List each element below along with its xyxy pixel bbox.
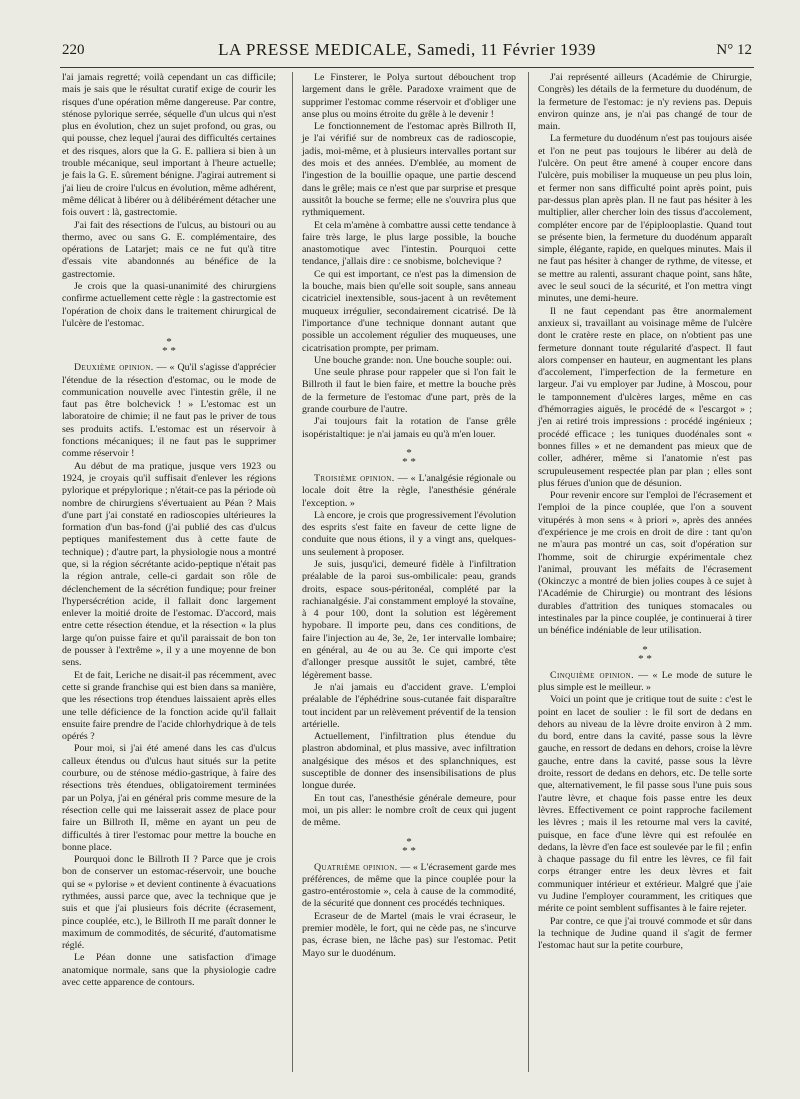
- opinion-paragraph: [62, 362, 276, 460]
- paragraph: Le Finsterer, le Polya surtout débouchent trop largement dans le grêle. Paradoxe vraiment que de supprimer l'estomac comme réservoir et d'obliger une anse plus ou moins étroite du grêle à le devenir !: [302, 72, 516, 120]
- page-number: 220: [62, 42, 85, 58]
- opinion-paragraph: [538, 670, 752, 695]
- paragraph: Une bouche grande: non. Une bouche souple: oui.: [314, 354, 512, 366]
- column-divider: [292, 72, 293, 1072]
- paragraph: J'ai fait des résections de l'ulcus, au bistouri ou au thermo, avec ou sans G. E. complémentaire, des opérations de Latarjet; mais ce ne fut qu'à titre d'essais vite abandonnés au bénéfice de la gastrectomie.: [62, 219, 276, 280]
- opinion-label: Troisième opinion.: [314, 472, 395, 484]
- opinion-label: Quatrième opinion.: [314, 861, 398, 873]
- journal-name: LA PRESSE MEDICALE,: [218, 40, 413, 59]
- paragraph: Voici un point que je critique tout de suite : c'est le point en lacet de soulier : le fil sort de dedans en dehors au niveau de la lèvre droite environ à 2 mm. du bord, entre dans la cavité, passe sous la lèvre gauche, en ressort de dedans en dehors, croise la lèvre gauche, entre dans la cavité, passe sous la lèvre droite, ressort de dedans en dehors, etc. De telle sorte que, alternativement, le fil passe sous l'une puis sous l'autre lèvre, et chaque fois passe entre les deux lèvres. Effectivement ce point rapproche facilement les lèvres ; mais il les retourne mal vers la cavité, puisque, en face d'une lèvre qui est refoulée en dedans, la lèvre d'en face est soulevée par le fil ; enfin à chaque passage du fil entre les lèvres, ce fil fait corps étranger entre les deux lèvres et fait communiquer intérieur et extérieur. Malgré que j'aie vu Judine l'employer couramment, les critiques que mérite ce point semblent suffisantes à le faire rejeter.: [538, 694, 752, 915]
- paragraph: Là encore, je crois que progressivement l'évolution des esprits s'est faite en faveur de cette ligne de conduite que nous étions, il y a vingt ans, quelques-uns seulement à proposer.: [302, 509, 516, 558]
- section-asterism: * * *: [638, 643, 652, 665]
- column-divider: [528, 72, 529, 1072]
- paragraph: La fermeture du duodénum n'est pas toujours aisée et l'on ne peut pas toujours le libérer au delà de l'ulcère. On peut être amené à couper encore dans l'ulcère, puis mobiliser la muqueuse un peu plus loin, et fermer non sans difficulté point après point, puis par-dessus plan après plan. Il ne faut pas hésiter à les multiplier, aller chercher loin des tissus d'accolement, compléter encore par de l'épiplooplastie. Quand tout se présente bien, la fermeture du duodénum apparaît simple, élégante, rapide, en quelques minutes. Mais il ne faut pas hésiter à changer de rythme, de vitesse, et se mettre au ralenti, assurant chaque point, sans hâte, avec le seul souci de la sécurité, et l'on mettra vingt minutes, une demi-heure.: [538, 133, 752, 305]
- page-header: [62, 40, 752, 64]
- column-1: [62, 72, 276, 989]
- running-title: [62, 40, 752, 60]
- paragraph: Pour revenir encore sur l'emploi de l'écrasement et l'emploi de la pince couplée, que l'on a souvent vitupérés à mon sens « à priori », après des années d'expérience je me crois en droit de dire : tant qu'on ne m'aura pas montré un cas, soit d'opération sur l'homme, soit de chirurgie expérimentale chez l'animal, prouvant les méfaits de l'écrasement (Okinczyc a montré de bien jolies coupes à ce sujet à l'Académie de Chirurgie) ou montrant des lésions durables d'attrition des tuniques stomacales ou intestinales par la pince couplée, je continuerai à tirer un bénéfice indéniable de leur utilisation.: [538, 490, 752, 637]
- paragraph: Une seule phrase pour rappeler que si l'on fait le Billroth il faut le bien faire, et mettre la bouche près de la fermeture de l'estomac d'une part, près de la grande courbure de l'autre.: [302, 367, 516, 416]
- section-asterism: * * *: [162, 336, 176, 358]
- opinion-text: — « Qu'il s'agisse d'apprécier l'étendue de la résection d'estomac, ou le mode de communication nouvelle avec l'intestin grêle, il ne faut pas être bolchevick ! » L'estomac est un laboratoire de chimie; il ne faut pas le priver de tous ses produits actifs. L'estomac est un réservoir à fonctions mécaniques; il ne faut pas le supprimer comme réservoir !: [62, 362, 276, 460]
- paragraph: Pour moi, si j'ai été amené dans les cas d'ulcus calleux étendus ou d'ulcus haut situés sur la petite courbure, ou de sténose médio-gastrique, à faire des résections très étendues, obligatoirement terminées par un Polya, j'ai en général pris comme mesure de la résection celle qui me laisserait assez de place pour faire un Billroth II, même en ayant un peu de difficultés à tirer l'estomac pour mettre la bouche en bonne place.: [62, 743, 276, 853]
- paragraph: Et de fait, Leriche ne disait-il pas récemment, avec cette si grande franchise qui est bien dans sa manière, que les résections trop étendues laissaient après elles une telle déficience de la fonction acide qu'il fallait ensuite faire prendre de l'acide chlorhydrique à de tels opérés ?: [62, 669, 276, 743]
- paragraph: Au début de ma pratique, jusque vers 1923 ou 1924, je croyais qu'il suffisait d'enlever les régions pylorique et prépylorique ; n'était-ce pas la période où nombre de chirurgiens s'évertuaient au Péan ? Mais d'une part j'ai constaté en radioscopies ultérieures la formation d'un bas-fond (j'ai publié des cas d'ulcus peptiques manifestement dus à cette faute de technique) ; d'autre part, la physiologie nous a montré que, si la région sécrétante acido-peptique n'était pas la région antrale, celle-ci gardait son rôle de déclenchement de la sécrétion fundique; pour freiner l'hypersécrétion acide, il fallait donc largement enlever la moitié droite de l'estomac. D'accord, mais entre cette résection étendue, et la résection « la plus large qu'on puisse faire et qu'il paraissait de bon ton de pousser à l'extrême », il y a une moyenne de bon sens.: [62, 460, 276, 669]
- opinion-paragraph: [302, 473, 516, 510]
- paragraph: Actuellement, l'infiltration plus étendue du plastron abdominal, et plus massive, avec infiltration analgésique des mésos et des splanchniques, est susceptible de donner des insensibilisations de plus longue durée.: [302, 731, 516, 792]
- issue-number: N° 12: [716, 42, 752, 58]
- paragraph: Pourquoi donc le Billroth II ? Parce que je crois bon de conserver un estomac-réservoir, une bouche qui se « pylorise » et devient continente à évacuations rythmées, aussi parce que, avec la technique que je suis et que j'ai plusieurs fois décrite (écrasement, pince couplée, etc.), le Billroth II me paraît donner le maximum de commodités, de sécurité, d'automatisme réglé.: [62, 854, 276, 952]
- opinion-text: — « Le mode de suture le plus simple est le meilleur. »: [538, 669, 752, 693]
- paragraph: Le fonctionnement de l'estomac après Billroth II, je l'ai vérifié sur de nombreux cas de radioscopie, jadis, moi-même, et à plusieurs intervalles portant sur des mois et des années. D'emblée, au moment de l'ingestion de la bouillie opaque, une partie descend dans le grêle; mais ce n'est que par surprise et presque aussitôt la bouche se ferme; elle ne s'ouvrira plus que rythmiquement.: [302, 121, 516, 219]
- paragraph: l'ai jamais regretté; voilà cependant un cas difficile; mais je sais que le résultat curatif exige de courir les risques d'une opération même dangereuse. Par contre, sténose pylorique serrée, séquelle d'un ulcus qui n'est plus en évolution, chez un sujet profond, ou gras, ou qui pousse, chez lequel j'aurai des difficultés certaines et des risques, alors que la G. E. palliera si bien à un trouble mécanique, seul important à l'heure actuelle; je fais la G. E. sûrement bénigne. J'agirai autrement si j'ai lieu de croire l'ulcus en évolution, même adhérent, même délicat à libérer ou à délibérément détacher une fois ouvert : là, gastrectomie.: [62, 72, 276, 219]
- issue-date: Samedi, 11 Février 1939: [416, 40, 596, 59]
- header-rule: [60, 67, 754, 68]
- opinion-paragraph: [302, 862, 516, 911]
- column-2: [302, 72, 516, 960]
- paragraph: En tout cas, l'anesthésie générale demeure, pour moi, un pis aller: le nombre croît de ceux qui jugent de même.: [302, 792, 516, 829]
- paragraph: Le Péan donne une satisfaction d'image anatomique normale, sans que la physiologie cadre avec cette apparence de contours.: [62, 952, 276, 989]
- opinion-label: Deuxième opinion.: [74, 362, 154, 374]
- paragraph: Je crois que la quasi-unanimité des chirurgiens confirme actuellement cette règle : la gastrectomie est l'opération de choix dans le traitement chirurgical de l'ulcère de l'estomac.: [62, 281, 276, 329]
- paragraph: Je suis, jusqu'ici, demeuré fidèle à l'infiltration préalable de la paroi sus-ombilicale: peau, grands droits, espace sous-péritonéal, complété par la rachianalgésie. J'ai constamment employé la stovaïne, à 4 pour 100, dont la solution est légèrement hypobare. Il importe peu, dans ces conditions, de faire l'injection au 4e, 3e, 2e, 1er intervalle lombaire; en général, au 4e ou au 3e. Ce qui importe c'est d'allonger presque aussitôt le sujet, cambré, tête légèrement basse.: [302, 558, 516, 681]
- column-3: [538, 72, 752, 952]
- paragraph: Il ne faut cependant pas être anormalement anxieux si, travaillant au voisinage même de l'ulcère dont le cratère reste en place, on n'obtient pas une fermeture donnant toute régularité d'aspect. Il faut alors compenser en hauteur, en augmentant les plans d'accolement, l'imperfection de la fermeture en largeur. J'ai vu employer par Judine, à Moscou, pour le tamponnement d'ulcères larges, même en cas d'hémorragies aiguës, le procédé de « l'escargot » ; j'en ai retiré trois impressions : procédé ingénieux ; procédé efficace ; les tuniques duodénales sont « bonnes filles » et ne demandent pas mieux que de coller, adhérer, même si l'anatomie n'est pas scrupuleusement respectée plan par plan ; elles sont plus férues d'union que de désunion.: [538, 305, 752, 489]
- paragraph: Et cela m'amène à combattre aussi cette tendance à faire très large, le plus large possible, la bouche anastomotique avec l'intestin. Pourquoi cette tendance, j'allais dire : ce snobisme, bolchevique ?: [302, 219, 516, 268]
- paragraph: Ecraseur de de Martel (mais le vrai écraseur, le premier modèle, le fort, qui ne cède pas, ne s'incurve pas, écrase bien, ne lâche pas) sur l'estomac. Petit Mayo sur le duodénum.: [302, 910, 516, 959]
- paragraph: J'ai toujours fait la rotation de l'anse grêle isopéristaltique: je n'ai jamais eu qu'à m'en louer.: [302, 416, 516, 440]
- paragraph: Je n'ai jamais eu d'accident grave. L'emploi préalable de l'éphédrine sous-cutanée fait disparaître tout incident par un relèvement préventif de la tension artérielle.: [302, 681, 516, 730]
- section-asterism: * * *: [402, 835, 416, 857]
- section-asterism: * * *: [402, 446, 416, 468]
- opinion-text: — « L'analgésie régionale ou locale doit être la règle, l'anesthésie générale l'exception. »: [302, 472, 516, 509]
- opinion-label: Cinquième opinion.: [550, 669, 634, 681]
- opinion-text: — « L'écrasement garde mes préférences, de même que la pince couplée pour la gastro-entérostomie », cela à cause de la commodité, de la sécurité que donnent ces procédés techniques.: [302, 861, 516, 910]
- paragraph: Ce qui est important, ce n'est pas la dimension de la bouche, mais bien qu'elle soit souple, sans anneau cicatriciel inextensible, sous-jacent à un revêtement muqueux irrégulier, secondairement cicatrisé. De là l'importance d'une technique donnant autant que possible un accolement régulier des muqueuses, une cicatrisation prompte, per primam.: [302, 268, 516, 354]
- paragraph: J'ai représenté ailleurs (Académie de Chirurgie, Congrès) les détails de la fermeture du duodénum, de la fermeture de l'estomac: je n'y reviens pas. Depuis environ quinze ans, je n'ai pas changé de tour de main.: [538, 72, 752, 133]
- paragraph: Par contre, ce que j'ai trouvé commode et sûr dans la technique de Judine quand il s'agit de fermer l'estomac haut sur la petite courbure,: [538, 915, 752, 952]
